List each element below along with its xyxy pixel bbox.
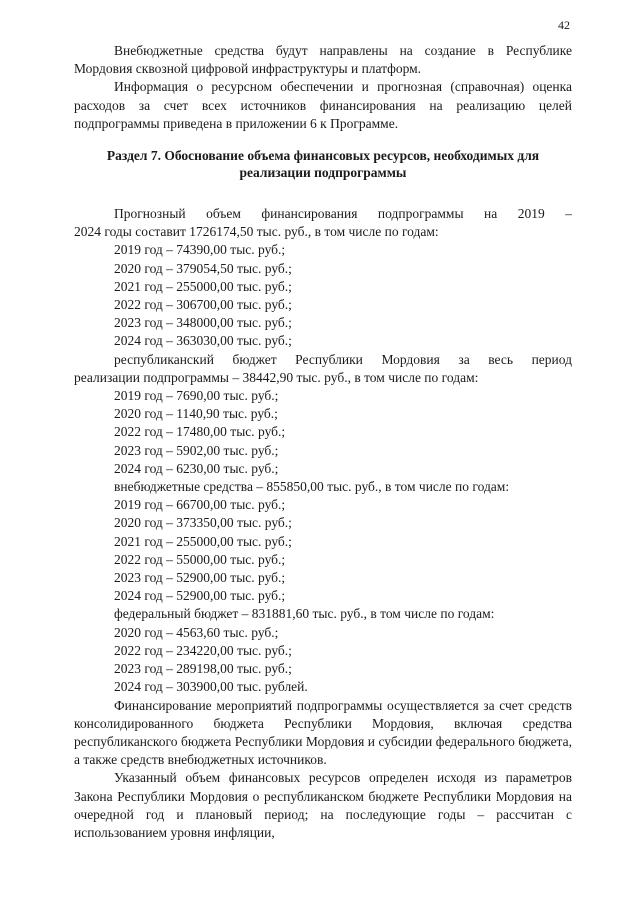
total-funding-line-2: 2024 годы составит 1726174,50 тыс. руб., в том числе по годам: bbox=[74, 224, 439, 240]
federal-budget-years bbox=[74, 624, 572, 697]
total-funding-line-1: Прогнозный объем финансирования подпрограммы на 2019 – bbox=[114, 206, 572, 222]
federal-year-item: 2022 год – 234220,00 тыс. руб.; bbox=[114, 642, 292, 658]
total-funding-years bbox=[74, 241, 572, 350]
republican-year-item: 2022 год – 17480,00 тыс. руб.; bbox=[114, 424, 286, 440]
republican-year-item: 2020 год – 1140,90 тыс. руб.; bbox=[114, 406, 278, 422]
total-year-item: 2022 год – 306700,00 тыс. руб.; bbox=[114, 297, 292, 313]
intro-paragraph-1-line-2: Мордовия сквозной цифровой инфраструктуры и платформ. bbox=[74, 61, 422, 77]
section-heading-line-1: Раздел 7. Обоснование объема финансовых ресурсов, необходимых для bbox=[106, 148, 540, 164]
section-heading-line-2: реализации подпрограммы bbox=[239, 165, 407, 181]
federal-year-item: 2024 год – 303900,00 тыс. рублей. bbox=[114, 679, 308, 695]
page-content bbox=[74, 42, 572, 842]
republican-budget-line-1: республиканский бюджет Республики Мордовия за весь период bbox=[114, 351, 572, 367]
extrabudgetary-year-item: 2019 год – 66700,00 тыс. руб.; bbox=[114, 497, 286, 513]
total-year-item: 2020 год – 379054,50 тыс. руб.; bbox=[114, 260, 292, 276]
intro-paragraph-1-line-1: Внебюджетные средства будут направлены на создание в Республике bbox=[114, 43, 572, 58]
republican-year-item: 2019 год – 7690,00 тыс. руб.; bbox=[114, 388, 279, 404]
federal-budget-line: федеральный бюджет – 831881,60 тыс. руб., в том числе по годам: bbox=[114, 606, 495, 622]
republican-year-item: 2023 год – 5902,00 тыс. руб.; bbox=[114, 442, 279, 458]
financing-paragraph: Финансирование мероприятий подпрограммы осуществляется за счет средств консолидированного бюджета Республики Мордовия, включая средства республиканского бюджета Республики Мордовия и субсидии федерального бюджета, а также средств внебюджетных источников. bbox=[74, 697, 572, 768]
volume-basis-paragraph: Указанный объем финансовых ресурсов определен исходя из параметров Закона Республики Мордовия о республиканском бюджете Республики Мордовия на очередной год и плановый период; на последующие годы – рассчитан с использованием уровня инфляции, bbox=[74, 770, 572, 840]
total-year-item: 2021 год – 255000,00 тыс. руб.; bbox=[114, 278, 292, 294]
federal-year-item: 2020 год – 4563,60 тыс. руб.; bbox=[114, 624, 279, 640]
total-year-item: 2024 год – 363030,00 тыс. руб.; bbox=[114, 333, 292, 349]
federal-year-item: 2023 год – 289198,00 тыс. руб.; bbox=[114, 661, 292, 677]
total-year-item: 2023 год – 348000,00 тыс. руб.; bbox=[114, 315, 292, 331]
republican-budget-years bbox=[74, 387, 572, 478]
total-year-item: 2019 год – 74390,00 тыс. руб.; bbox=[114, 242, 286, 258]
extrabudgetary-funds-line: внебюджетные средства – 855850,00 тыс. руб., в том числе по годам: bbox=[114, 479, 510, 495]
extrabudgetary-year-item: 2022 год – 55000,00 тыс. руб.; bbox=[114, 551, 286, 567]
page-number: 42 bbox=[558, 18, 570, 32]
extrabudgetary-year-item: 2024 год – 52900,00 тыс. руб.; bbox=[114, 588, 286, 604]
intro-paragraph-2: Информация о ресурсном обеспечении и прогнозная (справочная) оценка расходов за счет всех источников финансирования на реализацию целей подпрограммы приведена в приложении 6 к Программе. bbox=[74, 79, 572, 131]
republican-year-item: 2024 год – 6230,00 тыс. руб.; bbox=[114, 460, 279, 476]
extrabudgetary-year-item: 2020 год – 373350,00 тыс. руб.; bbox=[114, 515, 292, 531]
republican-budget-line-2: реализации подпрограммы – 38442,90 тыс. руб., в том числе по годам: bbox=[74, 369, 479, 385]
extrabudgetary-years bbox=[74, 496, 572, 605]
section-heading bbox=[74, 147, 572, 181]
extrabudgetary-year-item: 2023 год – 52900,00 тыс. руб.; bbox=[114, 570, 286, 586]
extrabudgetary-year-item: 2021 год – 255000,00 тыс. руб.; bbox=[114, 533, 292, 549]
